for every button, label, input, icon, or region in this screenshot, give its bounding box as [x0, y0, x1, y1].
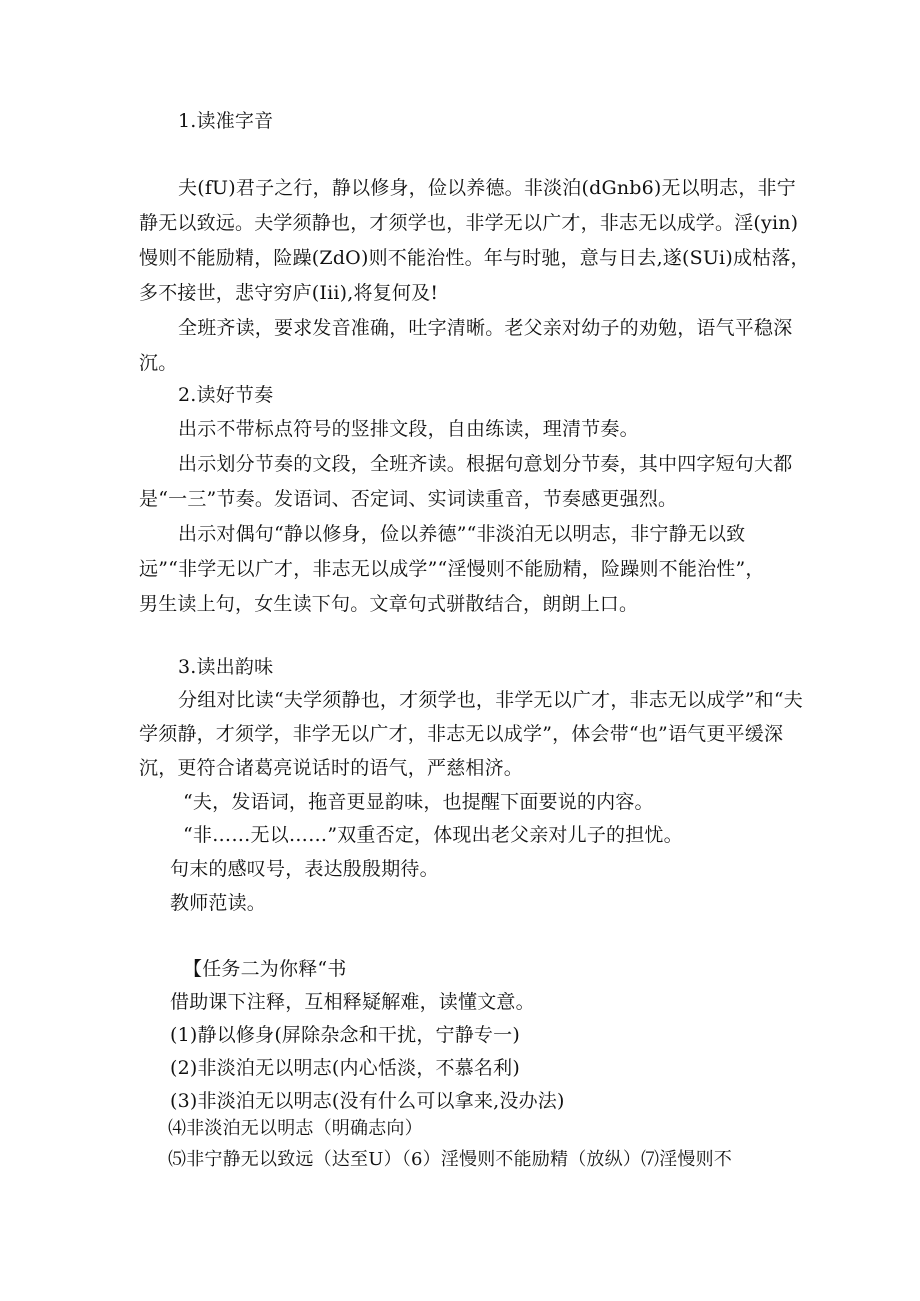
note-item: ⑷非淡泊无以明志（明确志向） [168, 1118, 423, 1139]
note-item: (1)静以修身(屏除杂念和干扰，宁静专一) [170, 1024, 520, 1046]
section-heading-rhythm: 2.读好节奏 [178, 384, 274, 406]
text-line: 静无以致远。夫学须静也，才须学也，非学无以广才，非志无以成学。淫(yin) [139, 212, 799, 234]
text-line: 学须静，才须学，非学无以广才，非志无以成学”，体会带“也”语气更平缓深 [139, 723, 784, 745]
note-item: ⑸非宁静无以致远（达至U）（6）淫慢则不能励精（放纵）⑺淫慢则不 [168, 1149, 733, 1170]
text-line: 沉，更符合诸葛亮说话时的语气，严慈相济。 [139, 757, 524, 779]
text-line: 是“一三”节奏。发语词、否定词、实词读重音，节奏感更强烈。 [139, 488, 678, 510]
text-line: 句末的感叹号，表达殷殷期待。 [170, 858, 439, 880]
text-line: 分组对比读“夫学须静也，才须学也，非学无以广才，非志无以成学”和“夫 [178, 689, 803, 711]
text-line: “非……无以……”双重否定，体现出老父亲对儿子的担忧。 [183, 824, 683, 846]
task-heading: 【任务二为你释“书 [183, 958, 347, 980]
text-line: 夫(fU)君子之行，静以修身，俭以养德。非淡泊(dGnb6)无以明志，非宁 [178, 177, 796, 199]
note-item: (2)非淡泊无以明志(内心恬淡，不慕名利) [170, 1057, 520, 1079]
note-item: (3)非淡泊无以明志(没有什么可以拿来,没办法) [170, 1090, 565, 1112]
text-line: 多不接世，悲守穷庐(Iii),将复何及! [139, 282, 439, 304]
text-line: 出示划分节奏的文段，全班齐读。根据句意划分节奏，其中四字短句大都 [178, 453, 793, 475]
text-line: 教师范读。 [170, 892, 267, 914]
text-line: 借助课下注释，互相释疑解难，读懂文意。 [170, 991, 535, 1013]
section-heading-flavor: 3.读出韵味 [178, 656, 274, 678]
text-line: 沉。 [139, 352, 178, 374]
text-line: 远”“非学无以广才，非志无以成学”“淫慢则不能励精，险躁则不能治性”， [139, 558, 765, 580]
text-line: 男生读上句，女生读下句。文章句式骈散结合，朗朗上口。 [139, 593, 639, 615]
text-line: 全班齐读，要求发音准确，吐字清晰。老父亲对幼子的劝勉，语气平稳深 [178, 317, 793, 339]
section-heading-pronunciation: 1.读准字音 [178, 110, 274, 132]
text-line: 慢则不能励精，险躁(ZdO)则不能治性。年与时驰，意与日去,遂(SUi)成枯落， [139, 247, 810, 269]
text-line: “夫，发语词，拖音更显韵味，也提醒下面要说的内容。 [183, 791, 654, 813]
text-line: 出示不带标点符号的竖排文段，自由练读，理清节奏。 [178, 418, 639, 440]
text-line: 出示对偶句“静以修身，俭以养德”“非淡泊无以明志，非宁静无以致 [178, 523, 746, 545]
